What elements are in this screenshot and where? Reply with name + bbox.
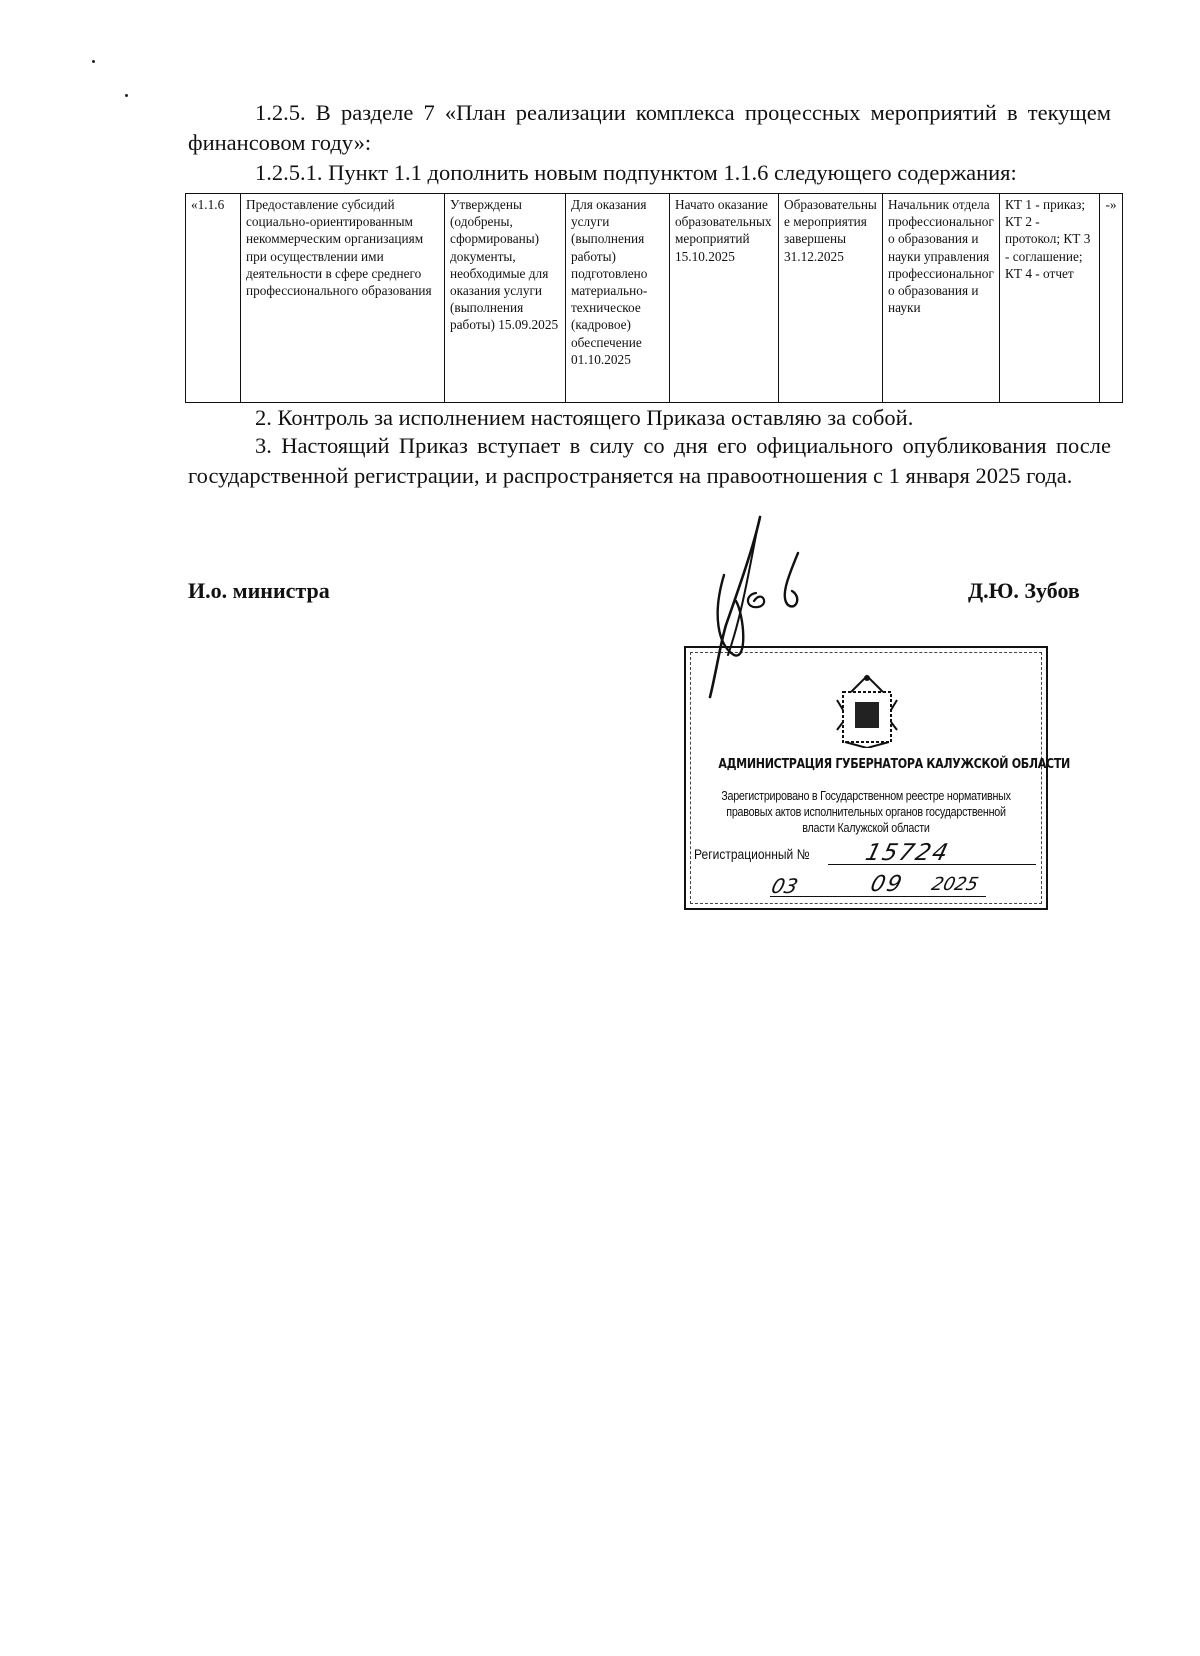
registration-number: 15724 (862, 840, 953, 866)
paragraph-3: 3. Настоящий Приказ вступает в силу со дня его официального опубликования после государственной регистрации, и распространяется на правоотношения с 1 января 2025 года. (188, 433, 1111, 488)
cell-control-point-2: Для оказания услуги (выполнения работы) подготовлено материально-техническое (кадровое) обеспечение 01.10.2025 (566, 194, 670, 403)
paragraph-1-2-5-1: 1.2.5.1. Пункт 1.1 дополнить новым подпунктом 1.1.6 следующего содержания: (255, 160, 1017, 185)
stamp-registration-note: Зарегистрировано в Государственном реестре нормативных правовых актов исполнительных органов государственной власти Калужской области (721, 789, 1011, 835)
stamp-registration-label: Регистрационный № (694, 846, 810, 862)
registration-date-month: 09 (867, 872, 907, 897)
scan-dot (92, 60, 95, 63)
cell-closing-quote: -» (1100, 194, 1123, 403)
amendment-table (185, 193, 1123, 403)
cell-documents: КТ 1 - приказ; КТ 2 - протокол; КТ 3 - соглашение; КТ 4 - отчет (1000, 194, 1100, 403)
registration-date-day: 03 (769, 874, 801, 898)
cell-item-number: «1.1.6 (186, 194, 241, 403)
registration-date-year: 2025 (929, 874, 981, 895)
cell-task-name: Предоставление субсидий социально-ориентированным некоммерческим организациям при осуществлении ими деятельности в сфере среднего профессионального образования (241, 194, 445, 403)
cell-responsible: Начальник отдела профессионального образования и науки управления профессионального образования и науки (883, 194, 1000, 403)
signatory-role: И.о. министра (188, 578, 330, 603)
cell-control-point-1: Утверждены (одобрены, сформированы) документы, необходимые для оказания услуги (выполнения работы) 15.09.2025 (445, 194, 566, 403)
cell-control-point-3: Начато оказание образовательных мероприятий 15.10.2025 (670, 194, 779, 403)
cell-control-point-4: Образовательные мероприятия завершены 31.12.2025 (779, 194, 883, 403)
paragraph-2: 2. Контроль за исполнением настоящего Приказа оставляю за собой. (255, 405, 914, 430)
table-row (186, 194, 1123, 403)
signatory-name: Д.Ю. Зубов (968, 578, 1080, 603)
stamp-organization: АДМИНИСТРАЦИЯ ГУБЕРНАТОРА КАЛУЖСКОЙ ОБЛАСТИ (718, 756, 1070, 772)
scan-dot (125, 94, 128, 97)
handwritten-signature (700, 505, 880, 705)
paragraph-1-2-5: 1.2.5. В разделе 7 «План реализации комплекса процессных мероприятий в текущем финансовом году»: (188, 100, 1111, 155)
